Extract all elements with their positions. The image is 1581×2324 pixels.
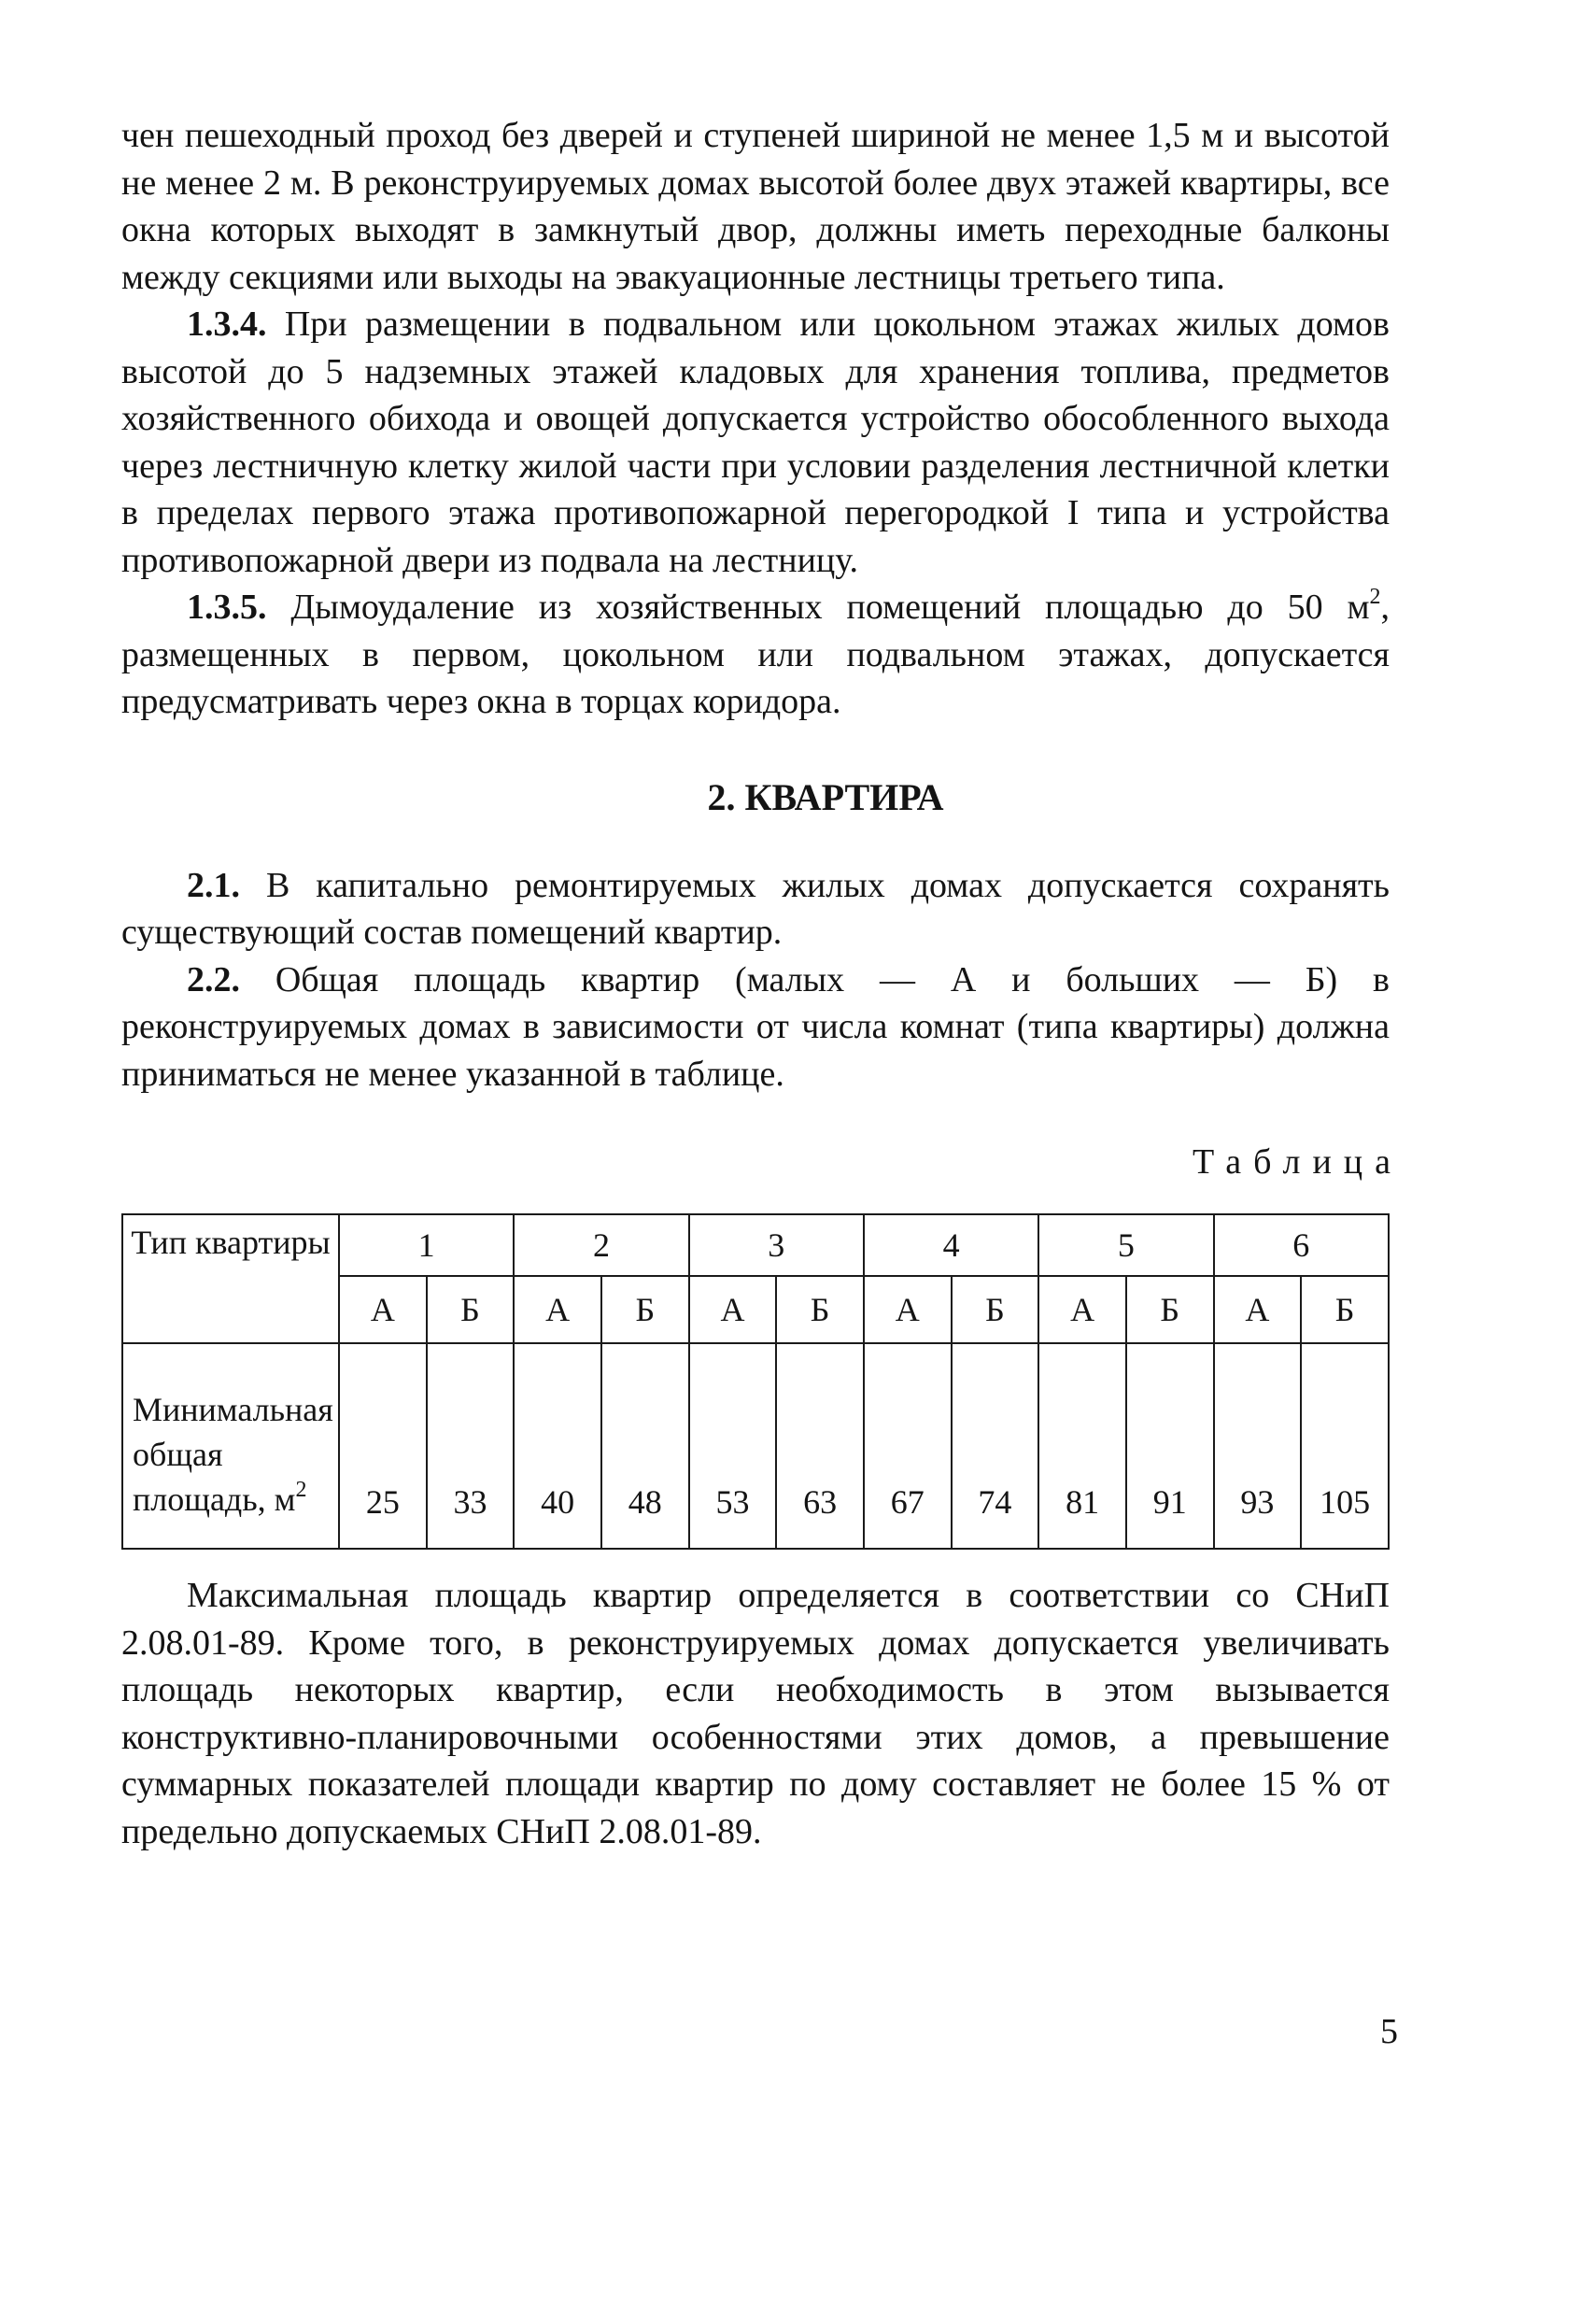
value-cell: 48 <box>601 1343 689 1549</box>
value-cell: 33 <box>427 1343 515 1549</box>
clause-number: 2.1. <box>187 865 240 905</box>
value-cell: 81 <box>1038 1343 1126 1549</box>
row-label-cell <box>122 1343 339 1549</box>
value-cell: 25 <box>339 1343 427 1549</box>
value-cell: 91 <box>1126 1343 1214 1549</box>
paragraph-after-table: Максимальная площадь квартир определяется в соответствии со СНиП 2.08.01-89. Кроме того, в реконструируемых домах допускается увеличивать площадь некоторых квартир, если необходимость в этом вызывается конструктивно-планировочными особенностями этих домов, а превышение суммарных показателей площади квартир по дому составляет не более 15 % от предельно допускаемых СНиП 2.08.01-89. <box>121 1576 1390 1851</box>
value-cell: 53 <box>689 1343 777 1549</box>
row-label-text: Минимальная общая площадь, м <box>133 1391 333 1518</box>
section-heading: 2. КВАРТИРА <box>707 775 944 818</box>
size-cell: Б <box>1126 1276 1214 1343</box>
type-label-cell: Тип квартиры <box>122 1214 339 1343</box>
table-header-row <box>122 1214 1389 1276</box>
size-cell: А <box>1214 1276 1302 1343</box>
size-cell: А <box>514 1276 601 1343</box>
value-cell: 74 <box>952 1343 1039 1549</box>
document-page <box>121 112 1403 1855</box>
value-cell: 63 <box>776 1343 864 1549</box>
superscript: 2 <box>1369 585 1381 610</box>
paragraph-1-3-5 <box>121 584 1390 726</box>
apartment-area-table <box>121 1213 1390 1550</box>
value-cell: 93 <box>1214 1343 1302 1549</box>
clause-number: 2.2. <box>187 959 240 999</box>
type-cell: 2 <box>514 1214 688 1276</box>
size-cell: Б <box>427 1276 515 1343</box>
type-cell: 5 <box>1038 1214 1213 1276</box>
paragraph-text: При размещении в подвальном или цокольном этажах жилых домов высотой до 5 надземных этажей кладовых для хранения топлива, предметов хозяйственного обихода и овощей допускается устройство обособленного выхода через лестничную клетку жилой части при условии разделения лестничной клетки в пределах первого этажа противопожарной перегородкой I типа и устройства противопожарной двери из подвала на лестницу. <box>121 305 1390 580</box>
size-cell: Б <box>601 1276 689 1343</box>
table-caption: Таблица <box>1192 1142 1403 1182</box>
paragraph-2-2 <box>121 957 1390 1098</box>
size-cell: Б <box>776 1276 864 1343</box>
paragraph-continuation <box>121 112 1390 301</box>
size-cell: А <box>689 1276 777 1343</box>
paragraph-text: Общая площадь квартир (малых — А и больших — Б) в реконструируемых домах в зависимости от числа комнат (типа квартиры) должна приниматься не менее указанной в таблице. <box>121 959 1390 1094</box>
size-cell: Б <box>952 1276 1039 1343</box>
type-cell: 4 <box>864 1214 1038 1276</box>
paragraph-1-3-4 <box>121 301 1390 584</box>
clause-number: 1.3.4. <box>187 305 267 344</box>
superscript: 2 <box>295 1478 307 1502</box>
size-cell: А <box>339 1276 427 1343</box>
size-cell: Б <box>1301 1276 1389 1343</box>
paragraph-2-1 <box>121 862 1390 957</box>
size-cell: А <box>1038 1276 1126 1343</box>
type-cell: 3 <box>689 1214 864 1276</box>
page-number: 5 <box>1380 2012 1398 2051</box>
value-cell: 40 <box>514 1343 601 1549</box>
type-cell: 6 <box>1214 1214 1389 1276</box>
size-cell: А <box>864 1276 952 1343</box>
value-cell: 105 <box>1301 1343 1389 1549</box>
paragraph-text: чен пешеходный проход без дверей и ступеней шириной не менее 1,5 м и высотой не менее 2 м. В реконструируемых домах высотой более двух этажей квартиры, все окна которых выходят в замкнутый двор, должны иметь переходные балконы между секциями или выходы на эвакуационные лестницы третьего типа. <box>121 116 1390 297</box>
clause-number: 1.3.5. <box>187 588 267 627</box>
type-cell: 1 <box>339 1214 514 1276</box>
paragraph-text: В капитально ремонтируемых жилых домах допускается сохранять существующий состав помещений квартир. <box>121 865 1390 952</box>
paragraph-text: Дымоудаление из хозяйственных помещений площадью до 50 м <box>266 588 1370 627</box>
paragraph-text: , размещенных в первом, цокольном или подвальном этажах, допускается предусматривать через окна в торцах коридора. <box>121 588 1390 721</box>
table-row <box>122 1343 1389 1549</box>
value-cell: 67 <box>864 1343 952 1549</box>
